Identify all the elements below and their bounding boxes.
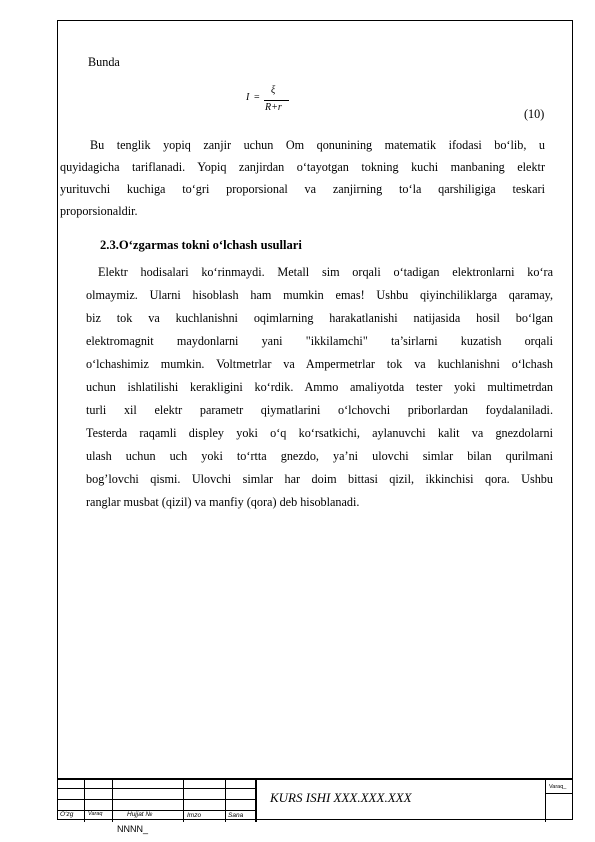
formula-lhs: I [246,92,250,103]
para1-line-1: Bu tenglik yopiq zanjir uchun Om qonunining matematik ifodasi bo‘lib, u [90,138,545,152]
equation-number: (10) [524,107,545,121]
para1-line-3: yurituvchi kuchiga to‘gri proporsional va zanjirning to‘la qarshiligiga teskari [60,182,545,196]
document-code: KURS ISHI XXX.XXX.XXX [270,790,412,805]
para2-line-2: olmaymiz. Ularni hisoblash ham mumkin emas! Ushbu qiyinchiliklarga qaramay, [86,288,553,302]
tb-top-line [57,778,573,780]
label-varaq: Varaq [88,811,103,817]
tb-varoq-line [545,793,573,794]
section-heading: 2.3.O‘zgarmas tokni o‘lchash usullari [100,238,302,252]
para2-line-6: uchun ishlatilishi kerakligini ko‘rdik. Ammo amaliyotda tester yoki multimetrdan [86,380,553,394]
tb-col-6 [545,778,546,822]
fraction-bar [264,100,289,101]
tb-col-3 [183,778,184,822]
para2-line-1: Elektr hodisalari ko‘rinmaydi. Metall sim orqali o‘tadigan elektronlarni ko‘ra [98,265,553,279]
para2-line-11: ranglar musbat (qizil) va manfiy (qora) deb hisoblanadi. [86,495,360,509]
varoq-label: Varaq_ [549,784,567,790]
tb-col-4 [225,778,226,822]
tb-col-1 [84,778,85,822]
para2-line-7: turli xil elektr parametr qiymatlarini o‘lchovchi priborlardan foydalaniladi. [86,403,553,417]
bunda-label: Bunda [88,55,120,69]
tb-col-2 [112,778,113,822]
para2-line-8: Testerda raqamli displey yoki o‘q ko‘rsatkichi, aylanuvchi kalit va gnezdolarni [86,426,553,440]
label-ozg: O‘zg [60,811,74,818]
tb-col-5 [255,778,257,822]
label-imzo: Imzo [187,812,202,819]
label-sana: Sana [228,812,244,819]
para2-line-10: bog’lovchi qismi. Ulovchi simlar har doim bittasi qizil, ikkinchisi qora. Ushbu [86,472,553,486]
formula-denominator: R+r [265,102,282,113]
para2-line-5: o‘lchashimiz mumkin. Voltmetrlar va Ampermetrlar tok va kuchlanishni o‘lchash [86,357,553,371]
nnnn-label: NNNN_ [117,824,149,834]
para1-line-4: proporsionaldir. [60,204,138,218]
para2-line-4: elektromagnit maydonlarni yani "ikkilamchi" ta’sirlarni kuzatish orqali [86,334,553,348]
formula-equals: = [254,92,260,103]
para1-line-2: quyidagicha tariflanadi. Yopiq zanjirdan o‘tayotgan tokning kuchi manbaning elektr [60,160,545,174]
formula-numerator: ξ [271,85,276,96]
label-hujjat: Hujjat № [127,811,153,818]
para2-line-3: biz tok va kuchlanishni oqimlarning harakatlanishi natijasida hosil bo‘lgan [86,311,553,325]
para2-line-9: ulash uchun uch yoki to‘rtta gnezdo, ya’ni ulovchi simlar bilan qurilmani [86,449,553,463]
